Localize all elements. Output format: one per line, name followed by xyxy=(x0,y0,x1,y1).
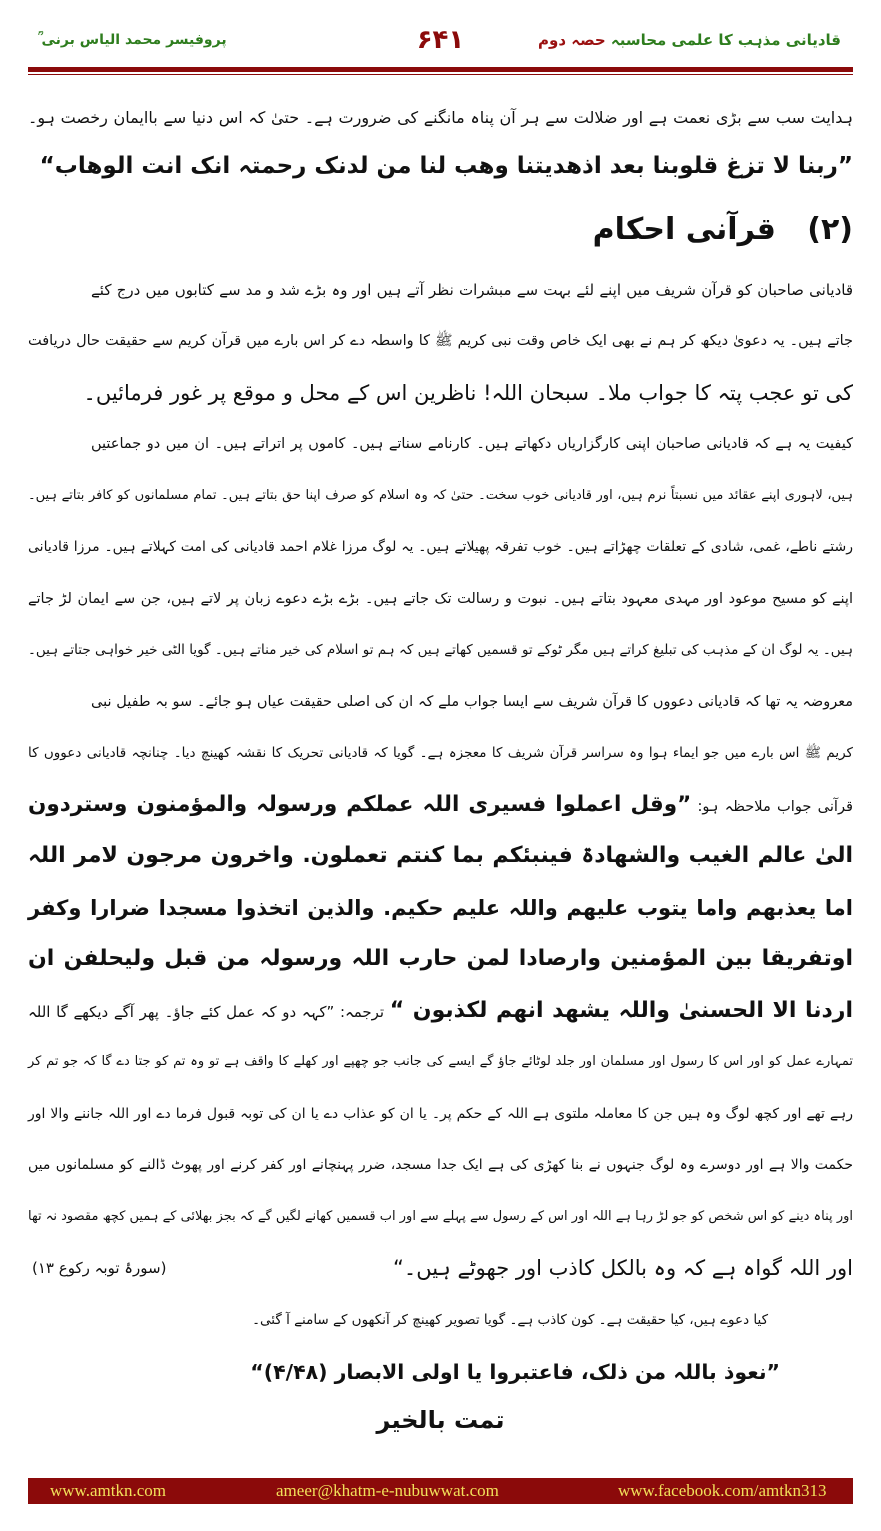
quran-line: الیٰ عالم الغیب والشھادۃ فینبئکم بما کنتم تعملون. واخرون مرجون لامر اللہ xyxy=(28,843,853,868)
book-part: حصہ دوم xyxy=(538,31,606,49)
text-line: قادیانی صاحبان کو قرآن شریف میں اپنے لئے بہت سے مبشرات نظر آتے ہیں اور وہ بڑے شد و مد سے کتابوں میں درج کئے xyxy=(91,281,853,299)
text-line: کریم ﷺ اس بارے میں جو ایماء ہوا وہ سراسر قرآن شریف کا معجزہ ہے۔ گویا کہ قادیانی تحریک کا نقشہ کھینچ دیا۔ چنانچہ قادیانی دعووں کا xyxy=(28,745,853,761)
book-title-text: قادیانی مذہب کا علمی محاسبہ xyxy=(610,31,841,49)
section-number: (۲) xyxy=(807,212,853,247)
closing-remark: کیا دعوے ہیں، کیا حقیقت ہے۔ کون کاذب ہے۔ گویا تصویر کھینچ کر آنکھوں کے سامنے آ گئی۔ xyxy=(252,1312,768,1328)
text-line: جاتے ہیں۔ یہ دعویٰ دیکھ کر ہم نے بھی ایک خاص وقت نبی کریم ﷺ کا واسطہ دے کر اس بارے میں قرآن کریم سے حقیقت حال دریافت xyxy=(28,333,853,349)
page-number: ۶۴۱ xyxy=(416,25,465,55)
text-line: کی تو عجب پتہ کا جواب ملا۔ سبحان اللہ! ناظرین اس کے محل و موقع پر غور فرمائیں۔ xyxy=(83,381,853,405)
quran-line: اما یعذبھم واما یتوب علیھم واللہ علیم حکیم. والذین اتخذوا مسجدا ضرارا وکفر xyxy=(28,896,853,920)
ayah-text: ”وقل اعملوا فسیری اللہ عملکم ورسولہ والمؤمنون وستردون xyxy=(28,792,692,817)
website-link[interactable]: www.amtkn.com xyxy=(50,1481,166,1500)
section-heading xyxy=(28,204,853,256)
author-name: پروفیسر محمد الیاس برنی ؒ xyxy=(38,32,227,48)
text-line: اور اللہ گواہ ہے کہ وہ بالکل کاذب اور جھوٹے ہیں۔“ xyxy=(393,1256,853,1280)
ayah-text: اردنا الا الحسنیٰ واللہ یشھد انھم لکذبون “ xyxy=(389,998,853,1023)
text-line: ہیں، لاہوری اپنے عقائد میں نسبتاً نرم ہیں، اور قادیانی خوب سخت۔ حتیٰ کہ وہ اسلام کو صرف اپنا حق بتاتے ہیں۔ تمام مسلمانوں کو کافر بتاتے ہیں۔ xyxy=(28,488,853,503)
text-line: رہے تھے اور کچھ لوگ وہ ہیں جن کا معاملہ ملتوی ہے اللہ کے حکم پر۔ یا ان کو عذاب دے یا ان کی توبہ قبول فرما دے اور اللہ جاننے والا اور xyxy=(28,1106,853,1122)
text-line: تمہارے عمل کو اور اس کا رسول اور مسلمان اور جلد لوٹائے جاؤ گے ایسے کی جانب جو چھپے اور کھلے کا واقف ہے تو وہ تم کو جتا دے گا کہ جو تم کر xyxy=(28,1054,853,1069)
quran-intro: قرآنی جواب ملاحظہ ہو: xyxy=(691,798,853,815)
closing-verse: ”نعوذ باللہ من ذلک، فاعتبروا یا اولی الابصار (۴/۴۸)“ xyxy=(250,1360,780,1384)
footer-bar xyxy=(28,1478,853,1504)
text-line: معروضہ یہ تھا کہ قادیانی دعووں کا قرآن شریف سے ایسا جواب ملے کہ ان کی اصلی حقیقت عیاں ہو جائے۔ سو بہ طفیل نبی xyxy=(91,694,853,710)
quran-line xyxy=(28,985,853,1038)
end-note: تمت بالخیر xyxy=(376,1406,505,1434)
header-rule xyxy=(28,67,853,72)
header-rule-thin xyxy=(28,74,853,75)
text-line: ہدایت سب سے بڑی نعمت ہے اور ضلالت سے ہر آن پناہ مانگنے کی ضرورت ہے۔ حتیٰ کہ اس دنیا سے باایمان رخصت ہو۔ xyxy=(28,108,853,127)
sura-reference: (سورۂ توبہ رکوع ۱۳) xyxy=(32,1259,167,1277)
facebook-link[interactable]: www.facebook.com/amtkn313 xyxy=(618,1481,827,1500)
text-line: اپنے کو مسیح موعود اور مہدی معہود بتاتے ہیں۔ نبوت و رسالت تک جاتے ہیں۔ بڑے بڑے دعوے زبان پر لاتے ہیں، جن سے ایمان لڑ جاتے xyxy=(28,591,853,607)
translation-text: ترجمہ: ”کہہ دو کہ عمل کئے جاؤ۔ پھر آگے دیکھے گا اللہ xyxy=(28,1003,390,1021)
section-title: قرآنی احکام xyxy=(592,212,776,247)
dua-line: ”ربنا لا تزغ قلوبنا بعد اذھدیتنا وھب لنا من لدنک رحمتہ انک انت الوھاب“ xyxy=(39,153,853,179)
text-line: کیفیت یہ ہے کہ قادیانی صاحبان اپنی کارگزاریاں دکھاتے ہیں۔ کارنامے سناتے ہیں۔ کاموں پر اتراتے ہیں۔ ان میں دو جماعتیں xyxy=(91,436,853,452)
text-line: رشتے ناطے، غمی، شادی کے تعلقات چھڑاتے ہیں۔ خوب تفرقہ پھیلاتے ہیں۔ یہ لوگ مرزا غلام احمد قادیانی کی امت کہلاتے ہیں۔ مرزا قادیانی xyxy=(28,539,853,555)
text-line: ہیں۔ یہ لوگ ان کے مذہب کی تبلیغ کراتے ہیں مگر ٹوکے تو قسمیں کھاتے ہیں کہ ہم تو اسلام کی خیر مناتے ہیں۔ گویا الٹی خیر خواہی جتاتے ہیں۔ xyxy=(28,642,853,658)
quran-line: اوتفریقا بین المؤمنین وارصادا لمن حارب اللہ ورسولہ من قبل ولیحلفن ان xyxy=(28,946,853,971)
text-line: اور پناہ دینے کو اس شخص کو جو لڑ رہا ہے اللہ اور اس کے رسول سے پہلے سے اور اب قسمیں کھانے لگیں گے کہ بجز بھلائی کے ہمیں کچھ مقصود نہ تھا xyxy=(28,1209,853,1224)
email-link[interactable]: ameer@khatm-e-nubuwwat.com xyxy=(276,1481,499,1500)
quran-line xyxy=(28,779,853,833)
text-line: حکمت والا ہے اور دوسرے وہ لوگ جنہوں نے بنا کھڑی کی ہے ایک جدا مسجد، ضرر پہنچانے اور کفر کرنے اور پھوٹ ڈالنے کو مسلمانوں میں xyxy=(28,1157,853,1173)
